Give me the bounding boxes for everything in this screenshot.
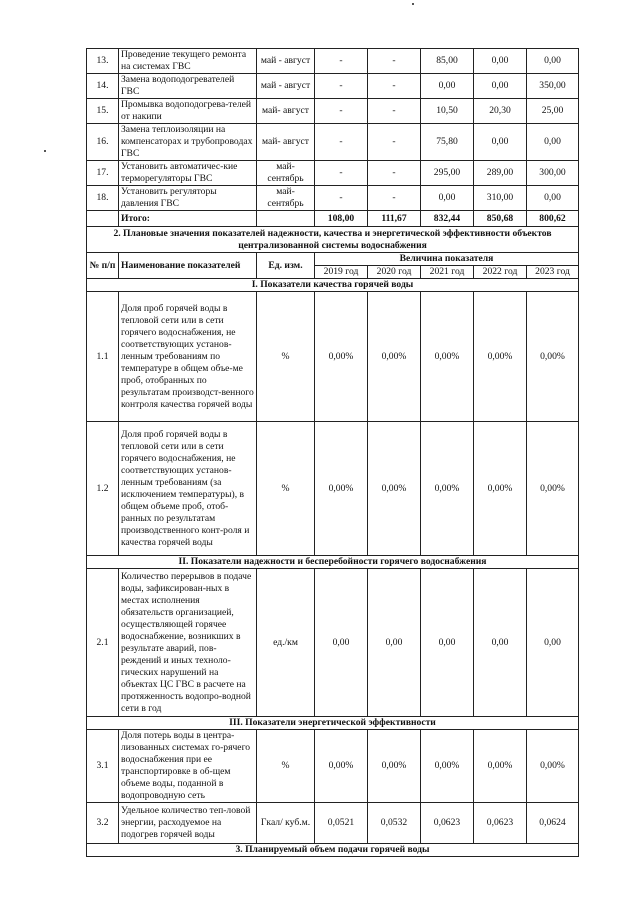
value-2022: 310,00 xyxy=(474,186,527,211)
period: май - август xyxy=(257,49,315,74)
indicator-value: 0,00% xyxy=(315,422,368,556)
group-title: I. Показатели качества горячей воды xyxy=(87,279,579,292)
header-unit: Ед. изм. xyxy=(257,253,315,279)
value-2020: - xyxy=(368,99,421,124)
indicator-name: Доля проб горячей воды в тепловой сети или в сети горячего водоснабжения, не соответствующих установ-ленным требованиям по температуре в общем объе-ме проб, отобранных по результатам производст-венного контроля качества горячей воды xyxy=(119,292,257,422)
value-2023: 0,00 xyxy=(527,124,579,161)
table-row xyxy=(87,556,579,569)
value-2021: 85,00 xyxy=(421,49,474,74)
document-table xyxy=(86,48,579,857)
header-value: Величина показателя xyxy=(315,253,579,266)
indicator-value: 0,00% xyxy=(368,292,421,422)
value-2021: 0,00 xyxy=(421,186,474,211)
indicator-value: 0,00% xyxy=(474,422,527,556)
header-year: 2020 год xyxy=(368,266,421,279)
table-row xyxy=(87,717,579,730)
value-2020: - xyxy=(368,49,421,74)
value-2020: - xyxy=(368,74,421,99)
indicator-value: 0,00% xyxy=(527,292,579,422)
indicator-value: 0,00% xyxy=(368,730,421,803)
period: май- сентябрь xyxy=(257,186,315,211)
group-title: III. Показатели энергетической эффективности xyxy=(87,717,579,730)
table-row xyxy=(87,211,579,227)
header-year: 2019 год xyxy=(315,266,368,279)
period: май- август xyxy=(257,124,315,161)
header-year: 2023 год xyxy=(527,266,579,279)
indicator-value: 0,00% xyxy=(315,730,368,803)
measure-name: Замена теплоизоляции на компенсаторах и трубопроводах ГВС xyxy=(119,124,257,161)
table-row xyxy=(87,227,579,253)
value-2023: 0,00 xyxy=(527,186,579,211)
measure-name: Промывка водоподогрева-телей от накипи xyxy=(119,99,257,124)
table-row xyxy=(87,124,579,161)
value-2019: - xyxy=(315,49,368,74)
row-number: 2.1 xyxy=(87,569,119,717)
indicator-value: 0,00% xyxy=(421,292,474,422)
value-2022: 0,00 xyxy=(474,124,527,161)
row-number: 17. xyxy=(87,161,119,186)
indicator-value: 0,0623 xyxy=(474,803,527,844)
value-2021: 295,00 xyxy=(421,161,474,186)
period: май- сентябрь xyxy=(257,161,315,186)
value-2021: 75,80 xyxy=(421,124,474,161)
indicator-value: 0,0624 xyxy=(527,803,579,844)
table-row xyxy=(87,253,579,266)
indicator-value: 0,00% xyxy=(421,422,474,556)
table-row xyxy=(87,803,579,844)
empty-cell xyxy=(87,211,119,227)
indicator-value: 0,00% xyxy=(474,292,527,422)
total-label: Итого: xyxy=(119,211,257,227)
scan-dot xyxy=(412,3,414,5)
value-2023: 25,00 xyxy=(527,99,579,124)
table-row xyxy=(87,292,579,422)
value-2019: - xyxy=(315,161,368,186)
indicator-value: 0,00 xyxy=(315,569,368,717)
value-2022: 0,00 xyxy=(474,74,527,99)
table-row xyxy=(87,422,579,556)
row-number: 16. xyxy=(87,124,119,161)
value-2021: 10,50 xyxy=(421,99,474,124)
empty-cell xyxy=(257,211,315,227)
table-row xyxy=(87,844,579,857)
value-2022: 0,00 xyxy=(474,49,527,74)
indicator-value: 0,00 xyxy=(527,569,579,717)
indicator-value: 0,00 xyxy=(474,569,527,717)
indicator-value: 0,00% xyxy=(474,730,527,803)
indicator-name: Количество перерывов в подаче воды, зафиксирован-ных в местах исполнения обязательств организацией, осуществляющей горячее водоснабжение, возникших в результате аварий, пов-реждений и иных техноло-гических нарушений на объектах ЦС ГВС в расчете на протяженность водопро-водной сети в год xyxy=(119,569,257,717)
header-year: 2021 год xyxy=(421,266,474,279)
total-2020: 111,67 xyxy=(368,211,421,227)
indicator-name: Доля потерь воды в центра-лизованных системах го-рячего водоснабжения при ее транспортировке в об-щем объеме воды, поданной в водопроводную сеть xyxy=(119,730,257,803)
value-2022: 289,00 xyxy=(474,161,527,186)
row-number: 3.1 xyxy=(87,730,119,803)
indicator-value: 0,00 xyxy=(421,569,474,717)
value-2020: - xyxy=(368,186,421,211)
value-2021: 0,00 xyxy=(421,74,474,99)
row-number: 18. xyxy=(87,186,119,211)
unit: % xyxy=(257,292,315,422)
indicator-value: 0,00% xyxy=(527,730,579,803)
header-year: 2022 год xyxy=(474,266,527,279)
table-row xyxy=(87,49,579,74)
section-title: 2. Плановые значения показателей надежности, качества и энергетической эффективности объектов централизованной системы водоснабжения xyxy=(87,227,579,253)
indicator-value: 0,00% xyxy=(315,292,368,422)
value-2022: 20,30 xyxy=(474,99,527,124)
table-row xyxy=(87,730,579,803)
group-title: II. Показатели надежности и бесперебойности горячего водоснабжения xyxy=(87,556,579,569)
value-2020: - xyxy=(368,161,421,186)
row-number: 13. xyxy=(87,49,119,74)
table-row xyxy=(87,186,579,211)
indicator-name: Удельное количество теп-ловой энергии, расходуемое на подогрев горячей воды xyxy=(119,803,257,844)
value-2019: - xyxy=(315,186,368,211)
value-2019: - xyxy=(315,124,368,161)
measure-name: Проведение текущего ремонта на системах ГВС xyxy=(119,49,257,74)
table-row xyxy=(87,161,579,186)
row-number: 14. xyxy=(87,74,119,99)
scan-dot xyxy=(44,150,46,152)
indicator-value: 0,0532 xyxy=(368,803,421,844)
unit: % xyxy=(257,422,315,556)
value-2023: 0,00 xyxy=(527,49,579,74)
indicator-value: 0,00% xyxy=(368,422,421,556)
indicator-value: 0,00% xyxy=(527,422,579,556)
unit: Гкал/ куб.м. xyxy=(257,803,315,844)
total-2021: 832,44 xyxy=(421,211,474,227)
table-row xyxy=(87,279,579,292)
period: май - август xyxy=(257,74,315,99)
value-2023: 300,00 xyxy=(527,161,579,186)
indicator-value: 0,00 xyxy=(368,569,421,717)
value-2020: - xyxy=(368,124,421,161)
unit: ед./км xyxy=(257,569,315,717)
value-2019: - xyxy=(315,74,368,99)
row-number: 1.2 xyxy=(87,422,119,556)
section-title: 3. Планируемый объем подачи горячей воды xyxy=(87,844,579,857)
header-name: Наименование показателей xyxy=(119,253,257,279)
indicator-value: 0,0623 xyxy=(421,803,474,844)
indicator-value: 0,00% xyxy=(421,730,474,803)
table-row xyxy=(87,99,579,124)
unit: % xyxy=(257,730,315,803)
measure-name: Установить автоматичес-кие терморегуляторы ГВС xyxy=(119,161,257,186)
total-2023: 800,62 xyxy=(527,211,579,227)
value-2019: - xyxy=(315,99,368,124)
indicator-name: Доля проб горячей воды в тепловой сети или в сети горячего водоснабжения, не соответствующих установ-ленным требованиям (за исключением температуры), в общем объеме проб, отоб-ранных по результатам производственного конт-роля и качества горячей воды xyxy=(119,422,257,556)
header-num: № п/п xyxy=(87,253,119,279)
measure-name: Замена водоподогревателей ГВС xyxy=(119,74,257,99)
total-2019: 108,00 xyxy=(315,211,368,227)
measure-name: Установить регуляторы давления ГВС xyxy=(119,186,257,211)
period: май- август xyxy=(257,99,315,124)
row-number: 3.2 xyxy=(87,803,119,844)
table-row xyxy=(87,74,579,99)
total-2022: 850,68 xyxy=(474,211,527,227)
value-2023: 350,00 xyxy=(527,74,579,99)
row-number: 1.1 xyxy=(87,292,119,422)
indicator-value: 0,0521 xyxy=(315,803,368,844)
row-number: 15. xyxy=(87,99,119,124)
table-row xyxy=(87,569,579,717)
